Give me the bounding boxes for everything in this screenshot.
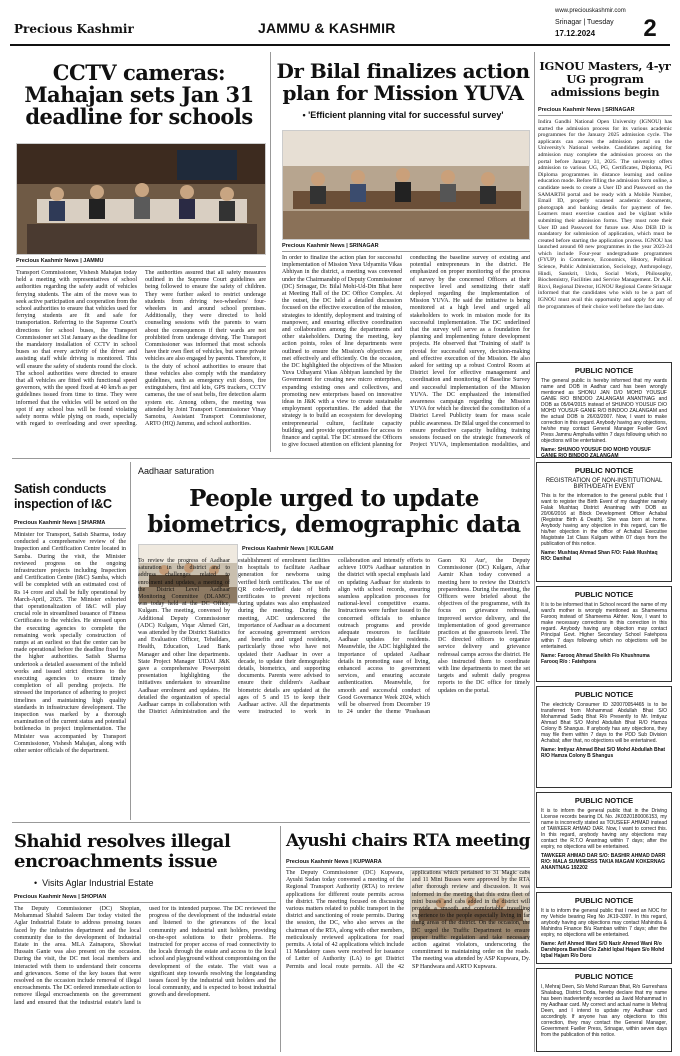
story-ayushi-body	[286, 870, 530, 1048]
notice-body: The electricity Consumer ID 320070054465 is to be transferred from Mohammad Abdullah Bhat S/O Mohammad Sadiq Bhat R/o Presently to Mr. Imtiyaz Ahmad Bhat S/O Mohd Abdullah Bhat R/O Hamza Colony B Shangus. If anybody has any objections, they may file them within 7 days to the PDD Sub Division Achabal; after that, no objections will be entertained.	[541, 702, 667, 744]
public-notice	[536, 686, 672, 788]
headline: CCTV cameras: Mahajan sets Jan 31 deadline for schools	[24, 60, 254, 129]
article-body: In order to finalize the action plan for successful implementation of Mission Yuva Udyamita Vikas Abhiyan in the district, a meeting was convened under the Chairmanship of Deputy Commissioner (DC) Srinagar, Dr. Bilal Mohi-Ud-Din Bhat here at Meeting Hall of the DC Office Complex. At the outset, the DC held a detailed discussion focused on the effective execution of the mission, strategies to identify, deployment and training of manpower, and ensuring effective coordination and collaboration among the departments and other stakeholders. During the meeting, key action points, roles of line departments were outlined to ensure the Mission's objectives are met effectively and efficiently. On the occasion, the DC highlighted the objectives of the Mission Yuva Udhayami Vikas Abhiyan launched by the Government for creating new micro enterprises, expanding existing ones and collectives, and promoting new enterprises based on innovative ideas in J&K with a view to create sustainable employment opportunities. He added that the strategy is to build an ecosystem for developing entrepreneurial culture, facilitate capacity building, and provide opportunities for access to finance and capital. The DC stressed the Officers to give focused attention on efficient planning for conducting the baseline survey of existing and potential entrepreneurs in the district. He emphasized on proper monitoring of the process of survey by the concerned Officers at their respective level and sensitizing their staff deployed regarding the implementation of Mission YUVA. He said the initiative is being monitored at a high level and urged all stakeholders to work in mission mode for its successful implementation. The DC underlined that the survey will serve as a foundation for planning and implementing future development projects. He observed that 'Training of staff' is pivotal for successful survey, decision-making and effective execution of the Mission. He also asked for setting up a robust Control Room at District level for effective management and coordination and monitoring of Baseline Survey and successful implementation of the Mission YUVA. The DC emphasized the intensified awareness campaign regarding the Mission YUVA for which he directed the constitution of a District Level Publicity team for mass scale public awareness. Dr Bilal urged the concerned to ensure productive capacity building training sessions focused on the strategic framework of Project YUVA, implementation modalities, and	[282, 255, 530, 449]
public-notice	[536, 586, 672, 682]
story-cctv	[12, 62, 266, 128]
notice-title: PUBLIC NOTICE	[574, 466, 634, 475]
article-body: Minister for Transport, Satish Sharma, today conducted a comprehensive review of the Inspection and Certification Centre located in Samba. During the visit, the Minister reviewed progress on the ongoing infrastructure projects including Inspection and Certification Centre (I&C) Samba, which will be completed with an estimated cost of Rs 14 crore and shall be fully operational by March-April, 2025. The Minister exhorted that operationalization of I&C will play crucial role in streamlined issuance of Fitness Certificates to the vehicles. He stressed upon the executing agencies to complete the remaining work specially construction of ramps at an earliest so that the center can be made operational before the deadline fixed by the higher authorities. Satish Sharma undertook a detailed assessment of the infield works and issued strict directions to the executing agencies to ensure timely completion of all pending projects. He stressed the importance of adhering to project timelines and maintaining high quality standards in infrastructure development. The inspection was marked by a thorough examination of the current status and potential bottlenecks in project implementation. The Minister was accompanied by Transport Commissioner, Vishesh Mahajan, along with other senior officials of the department.	[14, 532, 126, 755]
notice-signature: Name: SHUNOO YOUSUF D/O MOHD YOUSUF GANIE R/O BINDOO ZALANGAM	[541, 447, 651, 459]
story-cctv-body	[16, 258, 266, 460]
section-divider	[12, 458, 530, 459]
notice-body: It is to be informed that in School record the name of my ward's mother is wrongly mentioned as Shameema Farooq instead of Shameema Akhter. Now, I want to make necessary corrections in this correction in this regard. Anybody having any objection may contact Principal Govt. Higher Secondary School Fatehpora within 7 days following which no objections will be entertained.	[541, 602, 667, 650]
headline: Satish conducts inspection of I&C	[14, 482, 112, 511]
page-number: 2	[643, 15, 657, 42]
paper-name: Precious Kashmir	[14, 22, 134, 36]
public-notice	[536, 792, 672, 888]
headline: Ayushi chairs RTA meeting	[286, 831, 531, 851]
notice-body: It is to inform the general public that I need an NOC for my Vehicle bearing Reg No JK19-3397. In this regard, anybody having any objections may contact Mahindra & Mahindra Finance B/u Ramban within 7 days; after the expiry, no objections will be entertained.	[541, 908, 667, 938]
public-notice	[536, 462, 672, 582]
public-notice	[536, 362, 672, 458]
section-title: JAMMU & KASHMIR	[258, 20, 396, 36]
headline: People urged to update biometrics, demographic data	[147, 485, 521, 538]
column-divider	[130, 462, 131, 820]
notice-body: It is to inform the general public that in the Driving License records bearing DL No. JK0320180006153, my name is incorrectly stated as TOUSEEF AHMAD instead of TAWKEER AHMAD DAR. Now, I want to correct this. In this regard, anybody having any objections may contact the R.T.O Anantnag within 7 days; after the expiry, no objections will be entertained.	[541, 808, 667, 850]
notice-title: PUBLIC NOTICE	[574, 972, 634, 981]
byline: Precious Kashmir News | SHARMA	[14, 520, 126, 529]
byline: Precious Kashmir News | SHOPIAN	[14, 894, 276, 903]
notice-title: PUBLIC NOTICE	[574, 366, 634, 375]
photo-cctv-meeting	[16, 143, 266, 255]
subhead-text: Visits Aglar Industrial Estate	[42, 878, 154, 888]
story-bilal-body	[282, 243, 530, 455]
byline: Precious Kashmir News | SRINAGAR	[282, 243, 530, 252]
notice-title: PUBLIC NOTICE	[574, 896, 634, 905]
website: www.preciouskashmir.com	[555, 8, 626, 14]
notice-signature: Name: Arif Ahmed Wani S/O Nazir Ahmed Wani R/o Darshipora Banihal C/o Zahid Iqbal Hajam S/o Mohd Iqbal Hajam R/o Doru	[541, 941, 665, 959]
story-ignou	[538, 60, 672, 349]
photo-bilal-meeting	[282, 130, 530, 240]
notice-body: The general public is hereby informed that my wards name and DOB in Aadhar card has been wrongly mentioned as SHONU JAN D/O MOHD YOUSUF GANIE R/O BINDOO ZALANGAM ANANTNAG and DOB as 05/04/2015 instead of SHUNOO YOUSUF D/O MOHD YOUSUF GANIE R/O BINDOO ZALANGAM and the actual DOB is 26/03/2007. Now, I want to make correction in this regard. Anybody having any objections, he/she may contact General Manager Fueller Govt Press Jammu Amphalla within 7 days following which no objections will be entertained.	[541, 378, 667, 444]
notice-title: PUBLIC NOTICE	[574, 796, 634, 805]
story-shahid	[14, 832, 276, 1056]
notice-signature: Name: Imtiyaz Ahmad Bhat S/O Mohd Abdullah Bhat R/O Hamza Colony B Shangus	[541, 747, 666, 759]
byline: Precious Kashmir News | KULGAM	[242, 546, 530, 555]
column-divider	[280, 826, 281, 1052]
notice-signature: Name: Mushtaq Ahmad Shan F/O: Falak Mushtaq R/O: Danihal	[541, 550, 658, 562]
notice-signature: TAWKEER AHMAD DAR S/O: BASHIR AHMAD DARR R/O: MALA SUMMERSS TAKIA MAGAM KOKERNAG ANANTNAG 192202	[541, 853, 666, 871]
headline: Shahid resolves illegal encroachments issue	[14, 831, 231, 872]
byline: Precious Kashmir News | KUPWARA	[286, 859, 530, 868]
column-divider	[270, 52, 271, 452]
subhead-text: 'Efficient planning vital for successful survey'	[308, 110, 504, 120]
issue-date: 17.12.2024	[555, 29, 596, 38]
article-body: Transport Commissioner, Vishesh Mahajan today held a meeting with representatives of school authorities regarding the safety audit of vehicles ferrying students. The aim of the move was to seek active participation and cooperation from the school authorities to ensure that vehicles used for ferrying students are fit and safe for transportation. Referring to the Supreme Court's directions for school buses, the Transport Commissioner set 31st January as the deadline for the mandatory installation of CCTV in school buses so that every activity of the driver and assisting staff while driving is monitored. This will ensure the safety of students round the clock. The school authorities were directed to ensure that all vehicles are fitted with functional speed governors, with the speed fixed at 40 km/h as per guidelines issued from time to time. They were informed that the vehicles will be seized on the spot if any school bus will be found violating safety norms while plying on roads, especially with regard to overloading and over speeding. The authorities assured that all safety measures outlined in the Supreme Court guidelines are being followed to ensure the safety of children. They were further asked to restrict underage students from driving two-wheelers/ four-wheelers in and around school premises. Additionally, they were directed to hold counseling sessions with the parents to warn about the consequences if their wards are not prohibited from underage driving. The Transport Commissioner was informed that most schools have their own fleet of vehicles, but some private vehicles are also engaged by parents. Therefore, it is the duty of school authorities to ensure that these vehicles also comply with the mandatory guidelines, such as emergency exit doors, fire extinguishers, first aid kits, GPS trackers, CCTV cameras, the use of seat belts, fire detection alarm system etc. Among others, the meeting was attended by Joint Transport Commissioner Vinay Samotra, Assistant Transport Commissioner, ARTO (HQ) Jammu, and school authorities.	[16, 270, 266, 428]
article-body: The Deputy Commissioner (DC) Kupwara, Ayushi Sudan today convened a meeting of the Regional Transport Authority (RTA) to review applications for different route permits across the district. The meeting focused on discussing various matters related to public transport in the district and sanctioning of route permits. During the session, the DC, who also serves as the chairman of the RTA, along with other members, meticulously reviewed applications for road permits. A total of 42 applications which include 11 Mandatory cases were received for issuance of Letter of Authority (LA) to get District Permits and local route permits. All the 42 applications which pertained to 31 Magic cabs and 11 Mini Busses were approved by the RTA after thorough review and discussion. It was informed in the meeting that this extra fleet of mini busses and cabs added in the district will provide a smooth and comfortable travelling experience to the people especially living in far flung areas of the district. On the occasion, the DC urged the Traffic Department to ensure proper traffic regulation and take necessary action against violators, underscoring the commitment to maintaining order on the roads. The meeting was attended by ASP Kupwara, Dy. SP Handwara and ARTO Kupwara.	[286, 870, 530, 970]
public-notice	[536, 968, 672, 1052]
notice-title: PUBLIC NOTICE	[574, 590, 634, 599]
column-divider	[534, 52, 535, 1052]
byline: Precious Kashmir News | JAMMU	[16, 258, 266, 267]
notice-body: This is for the information to the general public that I want to register the Birth Event of my daughter namely Falak Mushtaq District Anantnag with DOB as 20/06/2016 at Block Development Officer Achabal (Registrar Birth & Death). She was born at home. Anybody having any objection in this regard, can file his/her objection in the office of Achabal Executive Magistrate 1st Class Kulgam within 07 days from the publication of this notice.	[541, 493, 667, 547]
article-body: Indira Gandhi National Open University (IGNOU) has started the admission process for its various academic programmes for the January 2025 admission cycle. The applicants can access the admission portal on the University's National website. Candidates aspiring for admission may complete the admission process on the portal before January 31, 2025. The university offers admission to various UG, PG, Certificates, Diploma, PG Diploma programmes in distance learning and online education mode. Before filling the admission form online, a candidate needs to create a User ID and Password on the SAMARTH portal and be ready with a Mobile Number, Email ID, properly scanned academic documents, photograph and banking details for payment of fee. Learners must exercise caution and be vigilant while submitting their admission forms. They must note their User ID and Password for future use. Also DEB ID is mandatory for submission of application, which must be created before starting the application process. IGNOU has launched around 60 new programmes in the year 2023-24 which include Four-year undergraduate programmes (FYUP) in Commerce, Economics, History, Political Science, Public Administration, Sociology, Anthropology, Hindi, Sanskrit, Urdu, Social Work, Philosophy, Biochemistry, Facilities and Service Management. Dr A.H. Rizvi, Regional Director, IGNOU Regional Centre Srinagar informed that the candidates who wish to be a part of IGNOU must avail this opportunity and apply for any of the programmes of their choice well before the last date.	[538, 119, 672, 310]
article-body: The Deputy Commissioner (DC) Shopian, Mohammad Shahid Saleem Dar today visited the Aglar Industrial Estate to address pressing issues faced by the industries department and the local community due to the development of Industrial Estate in the area. MLA Zainapora, Showkat Hussain Ganie was also present on the occasion. During the visit, the DC met local members and interacted with them to understand their concerns and grievances. Some of the key issues that were resolved on the occasion include removal of illegal encroachments. The DC ordered immediate action to remove illegal encroachments on the government land and ensured that the industrial estate's land is used for its intended purpose. The DC reviewed the progress of the development of the industrial estate and listened to the grievances of the local community and industrial unit holders, providing on-the-spot solutions to their problems. He instructed for proper access of road connectivity to the locals through the estate and access to the local school and playground without compromising on the development of the estate. The visit was a significant step towards resolving the longstanding issues faced by the industrial unit holders and the local community, and is expected to boost industrial growth and development.	[14, 906, 276, 1006]
notice-title: PUBLIC NOTICE	[574, 690, 634, 699]
masthead	[0, 0, 680, 46]
place-day: Srinagar | Tuesday	[555, 19, 614, 26]
story-biometric-body	[138, 546, 530, 760]
headline: IGNOU Masters, 4-yr UG program admissions begin	[539, 59, 671, 99]
notice-body: I, Mehraj Deen, S/o Mohd Ramzan Bhat, R/o Gurreshara Shalabug, District Doda, hereby declare that my name has been inadvertently recorded as Javid Mohammad in my Aadhaar card. My correct and actual name is Mehraj Deen, and I intend to update my Aadhaar card accordingly. If anyone has any objections to this correction, they may contact the General Manager, Government Fueller Press, Srinagar, within seven days from the publication of this notice.	[541, 984, 667, 1038]
article-body: To review the progress of Aadhaar saturation in the district and to address challenges related to enrolment and updates, a meeting of the District Level Aadhaar Monitoring Committee (DLAMC) was today held at the DC Office, Kulgam. The meeting, convened by Additional Deputy Commissioner (ADC) Kulgam, Viqar Ahmed Giri, was attended by the District Statistics and Evaluation Officer, Tehsildars, Health, Education, Lead Bank Manager and other line departments. State Project Manager UIDAI J&K gave a comprehensive Powerpoint presentation highlighting the initiatives undertaken to streamline Aadhaar enrolment and updates. He detailed the organization of special Aadhaar camps in collaboration with the District Administration and the establishment of enrolment facilities in hospitals to facilitate Aadhaar generation for newborns using verified birth certificates. The use of QR code-verified date of birth certificates to prevent rejections during updates was also emphasized during the meeting. During the meeting, ADC underscored the importance of Aadhaar as a document for accessing government services and benefits and urged residents, particularly those who have not updated their Aadhaar in over a decade, to update their demographic details, biometrics, and supporting documents. Parents were advised to ensure their children's Aadhaar biometric details are updated at the ages of 5 and 15 to keep their Aadhaar active. All the departments were instructed to work in collaboration and intensify efforts to achieve 100% Aadhaar saturation in the district with special emphasis laid on updating Aadhaar for students to align with school records, ensuring seamless application processes for national-level competitive exams. Instructions were further issued to the concerned officials to enhance outreach programs and provide adequate resources to facilitate Aadhaar updates for residents. Meanwhile, the ADC highlighted the importance of updated Aadhaar details in promoting ease of living, enhanced access to government services, and ensuring accurate authentication. Meanwhile, for smooth and successful conduct of Good Governance Week 2024, which will be observed from December 19 to 24 under the theme 'Prashasan Gaon Ki Aur', the Deputy Commissioner (DC) Kulgam, Athar Aamir Khan today convened a meeting here to review the District's preparedness. During the meeting, the Officers were briefed about the objectives of the programme, with its focus on grievance redressal, improved service delivery, and the implementation of good governance practices at the grassroots level. The DC directed officers to organize service delivery and grievance redressal camps across the district. He also instructed them to coordinate with line departments to meet the set targets and submit daily progress reports to the DC office for timely updates on the portal.	[138, 558, 530, 716]
section-divider	[12, 822, 530, 823]
notice-subtitle: REGISTRATION OF NON-INSTITUTIONAL BIRTH/DEATH EVENT	[545, 478, 663, 490]
story-satish	[14, 482, 126, 832]
story-bilal	[276, 60, 530, 120]
byline: Precious Kashmir News | SRINAGAR	[538, 107, 672, 116]
story-ayushi	[286, 832, 530, 871]
subhead: • 'Efficient planning vital for successful survey'	[302, 110, 504, 120]
subhead: • Visits Aglar Industrial Estate	[34, 878, 154, 888]
kicker: Aadhaar saturation	[138, 466, 215, 476]
public-notice	[536, 892, 672, 964]
headline: Dr Bilal finalizes action plan for Mission YUVA	[276, 59, 530, 105]
notice-signature: Name: Farooq Ahmad Sheikh F/o Khushnuma Farooq R/o : Fatehpora	[541, 653, 650, 665]
masthead-meta	[555, 6, 626, 39]
masthead-rule	[10, 44, 670, 46]
